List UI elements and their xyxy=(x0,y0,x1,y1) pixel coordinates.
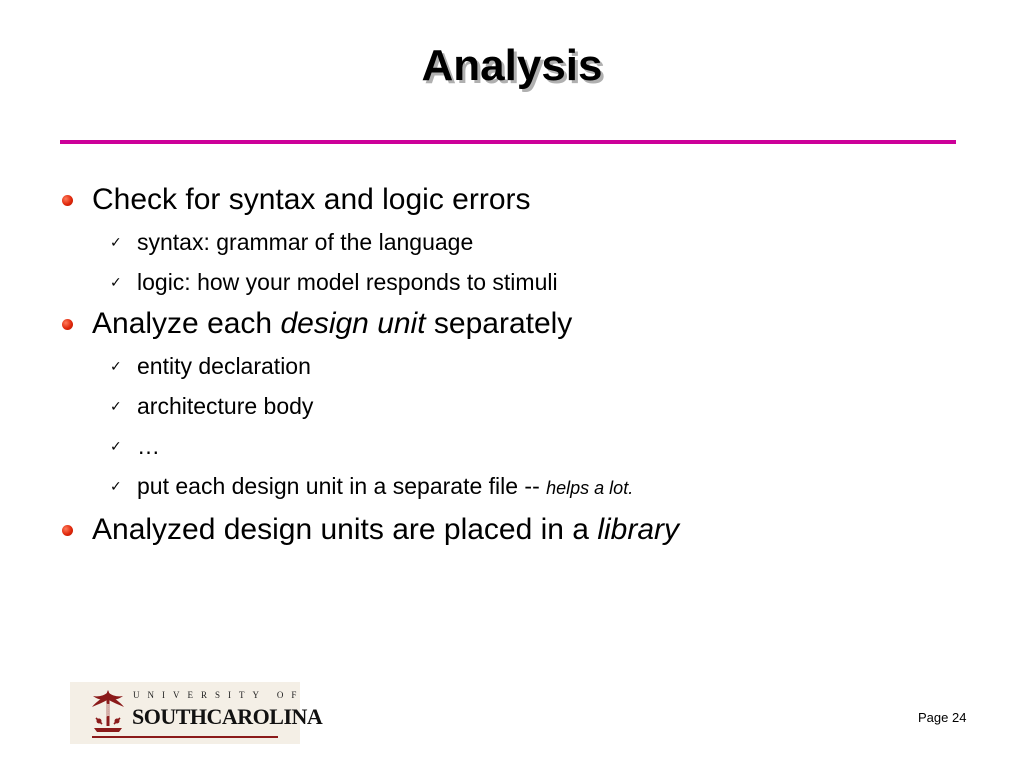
checkmark-icon: ✓ xyxy=(110,439,122,455)
bullet-emphasis: library xyxy=(597,513,680,546)
bullet-dot-icon xyxy=(62,195,73,206)
bullet-item xyxy=(62,508,962,552)
bullet-text-tail: separately xyxy=(425,307,573,340)
sub-bullet-text: architecture body xyxy=(137,393,314,419)
sub-bullet-item xyxy=(62,222,962,262)
sub-bullet-text: logic: how your model responds to stimuli xyxy=(137,269,558,295)
slide-title: Analysis xyxy=(421,41,603,90)
bullet-list xyxy=(62,178,962,552)
logo-underline xyxy=(92,736,278,738)
checkmark-icon: ✓ xyxy=(110,399,122,415)
checkmark-icon: ✓ xyxy=(110,235,122,251)
bullet-dot-icon xyxy=(62,319,73,330)
university-logo xyxy=(70,682,323,744)
sub-bullet-item xyxy=(62,262,962,302)
sub-bullet-item xyxy=(62,346,962,386)
bullet-dot-icon xyxy=(62,525,73,536)
sub-bullet-item xyxy=(62,466,962,508)
logo-name: SOUTHCAROLINA xyxy=(132,704,323,729)
sub-bullet-text: … xyxy=(137,433,160,459)
sub-bullet-text: syntax: grammar of the language xyxy=(137,229,474,255)
logo-top-line: UNIVERSITY OF xyxy=(133,690,305,700)
bullet-item xyxy=(62,178,962,222)
page-number: Page 24 xyxy=(918,710,967,725)
bullet-text: Check for syntax and logic errors xyxy=(92,183,531,216)
checkmark-icon: ✓ xyxy=(110,479,122,495)
bullet-item xyxy=(62,302,962,346)
palmetto-tree-icon xyxy=(90,688,126,736)
checkmark-icon: ✓ xyxy=(110,275,122,291)
bullet-text: Analyzed design units are placed in a xyxy=(92,513,598,546)
bullet-text: Analyze each xyxy=(92,307,281,340)
bullet-emphasis: design unit xyxy=(280,307,426,340)
sub-bullet-item xyxy=(62,386,962,426)
sub-bullet-text: put each design unit in a separate file -- xyxy=(137,473,547,499)
sub-bullet-text: entity declaration xyxy=(137,353,311,379)
title-divider xyxy=(60,140,956,144)
checkmark-icon: ✓ xyxy=(110,359,122,375)
sub-bullet-note: helps a lot. xyxy=(546,478,634,498)
sub-bullet-item xyxy=(62,426,962,466)
